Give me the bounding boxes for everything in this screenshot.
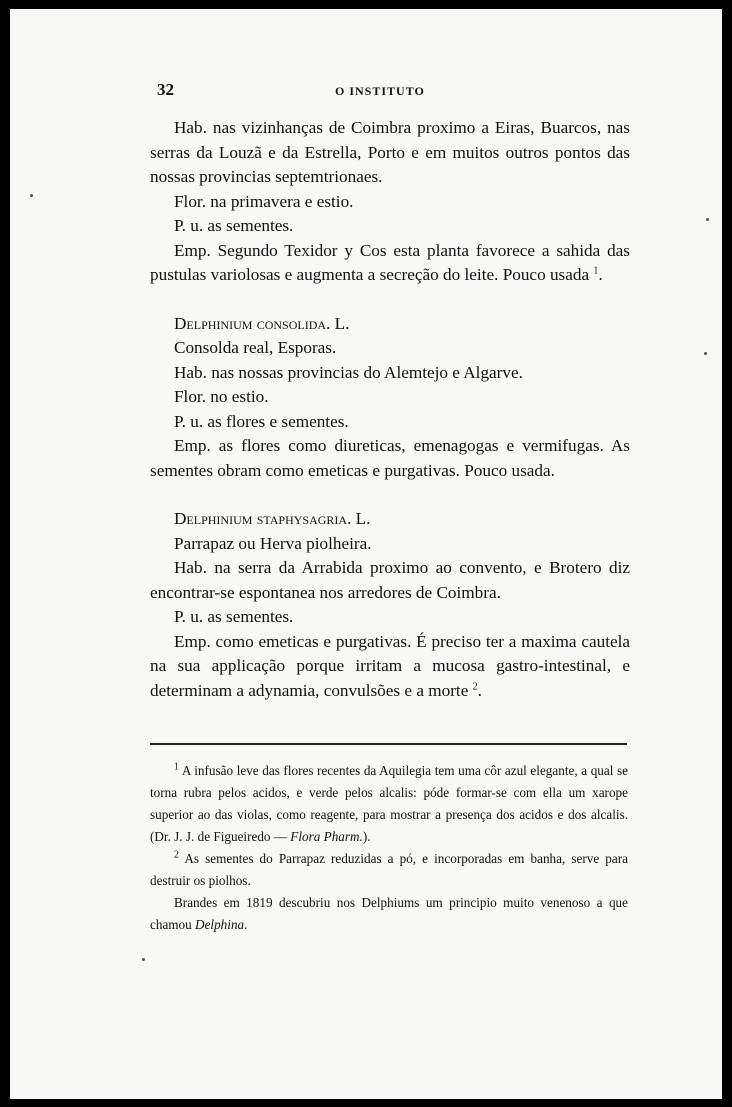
- paragraph-flor: Flor. na primavera e estio.: [174, 191, 354, 211]
- staphysagria-use-text: Emp. como emeticas e purgativas. É preciso ter a maxima cautela na sua applicação porque irritam a mucosa gastro-intestinal, e determinam a adynamia, convulsões e a morte: [150, 631, 630, 700]
- consolida-flowering: Flor. no estio.: [174, 387, 269, 406]
- running-head: O INSTITUTO: [335, 84, 425, 98]
- body-text: [150, 116, 630, 703]
- paragraph-hab: Hab. nas vizinhanças de Coimbra proximo a Eiras, Buarcos, nas serras da Louzã e da Estrella, Porto e em muitos outros pontos das nossas provincias septemtrionaes.: [150, 118, 630, 186]
- footnote-1-end: ).: [362, 829, 371, 844]
- page-header: [152, 80, 630, 102]
- consolida-parts-used: P. u. as flores e sementes.: [174, 411, 349, 431]
- page-number: 32: [157, 80, 174, 99]
- scan-speck: [142, 958, 145, 961]
- paragraph-emp-end: .: [598, 265, 603, 284]
- footnote-ref-2[interactable]: 2: [472, 680, 478, 692]
- paragraph-emp: [150, 239, 630, 288]
- staphysagria-habitat: Hab. na serra da Arrabida proximo ao convento, e Brotero diz encontrar-se espontanea nos arredores de Coimbra.: [150, 558, 630, 602]
- consolida-habitat: Hab. nas nossas provincias do Alemtejo e Algarve.: [174, 362, 523, 382]
- staphysagria-use: [150, 630, 630, 704]
- footnote-ref-1[interactable]: 1: [593, 265, 599, 277]
- footnote-3-text: Brandes em 1819 descubriu nos Delphiums um principio muito venenoso a que chamou: [150, 895, 628, 932]
- species-heading-staphysagria: Delphinium staphysagria. L.: [174, 509, 371, 528]
- species-heading-consolida: Delphinium consolida. L.: [174, 313, 350, 333]
- footnotes: [150, 760, 628, 936]
- scan-speck: [706, 218, 709, 221]
- footnote-mark-2: 2: [174, 849, 179, 861]
- section-gap: [150, 288, 630, 312]
- staphysagria-common-name: Parrapaz ou Herva piolheira.: [174, 533, 372, 553]
- scan-speck: [30, 194, 33, 197]
- footnote-2-text: As sementes do Parrapaz reduzidas a pó, e incorporadas em banha, serve para destruir os piolhos.: [150, 851, 629, 888]
- footnote-rule: [150, 743, 627, 745]
- footnote-1-text: A infusão leve das flores recentes da Aquilegia tem uma côr azul elegante, a qual se torna rubra pelos acidos, e verde pelos alcalis: póde formar-se com ella um xarope superior ao das violas, como reagente, para mostrar a presença dos acidos e dos alcalis. (Dr. J. J. de Figueiredo —: [150, 763, 628, 844]
- scan-speck: [704, 352, 707, 355]
- footnote-3: [150, 892, 628, 936]
- section-gap: [150, 483, 630, 507]
- footnote-mark-1: 1: [174, 761, 179, 773]
- footnote-1: [150, 760, 628, 848]
- paragraph-pu: P. u. as sementes.: [174, 216, 294, 235]
- paragraph-emp-text: Emp. Segundo Texidor y Cos esta planta favorece a sahida das pustulas variolosas e augmenta a secreção do leite. Pouco usada: [150, 240, 630, 284]
- staphysagria-parts-used: P. u. as sementes.: [174, 607, 294, 626]
- staphysagria-use-end: .: [477, 680, 482, 700]
- footnote-1-source: Flora Pharm.: [290, 829, 363, 844]
- footnote-3-term: Delphina: [195, 917, 245, 932]
- consolida-common-name: Consolda real, Esporas.: [174, 338, 337, 357]
- footnote-3-end: .: [244, 917, 248, 932]
- consolida-use: Emp. as flores como diureticas, emenagogas e vermifugas. As sementes obram como emeticas e purgativas. Pouco usada.: [150, 436, 630, 480]
- footnote-2: [150, 848, 628, 892]
